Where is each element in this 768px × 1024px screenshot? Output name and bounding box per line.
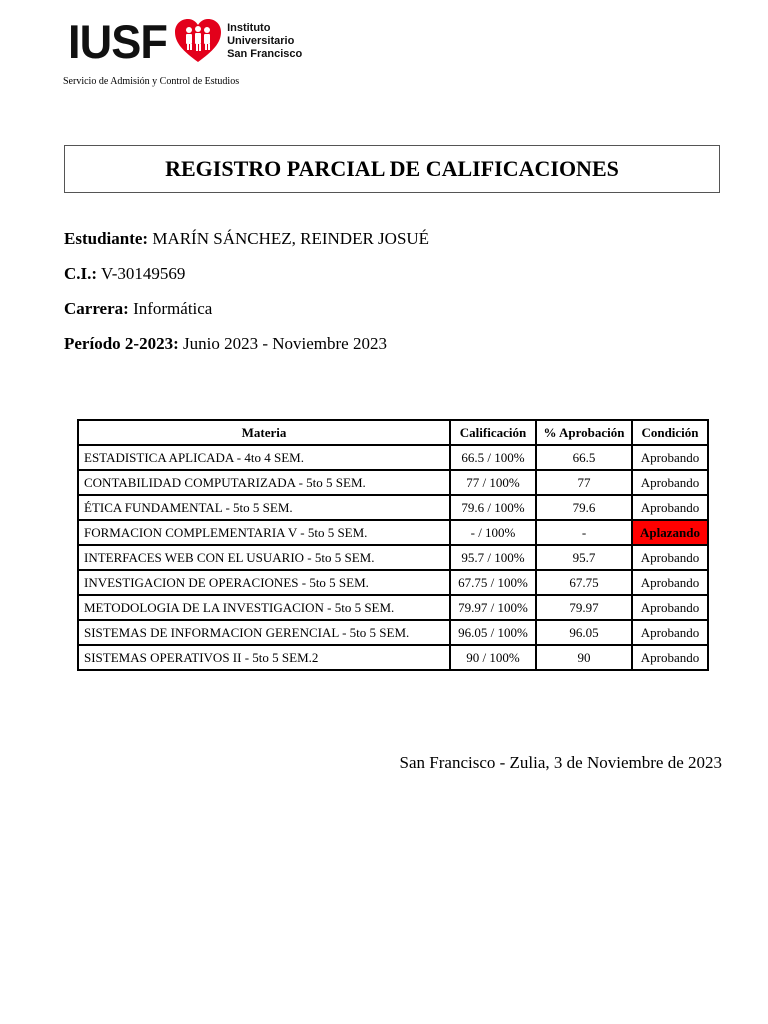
- heart-with-children-icon: [173, 16, 223, 66]
- student-ci-line: [64, 264, 185, 284]
- service-name: Servicio de Admisión y Control de Estudios: [63, 76, 240, 87]
- cell-condicion: Aprobando: [632, 570, 708, 595]
- cell-condicion: Aprobando: [632, 620, 708, 645]
- cell-aprobacion: 79.6: [536, 495, 632, 520]
- table-row: [78, 620, 708, 645]
- cell-calificacion: 96.05 / 100%: [450, 620, 536, 645]
- cell-condicion: Aprobando: [632, 645, 708, 670]
- table-row: [78, 470, 708, 495]
- student-ci: V-30149569: [101, 264, 186, 283]
- column-header-aprobacion: % Aprobación: [536, 420, 632, 445]
- cell-condicion: Aprobando: [632, 495, 708, 520]
- cell-aprobacion: -: [536, 520, 632, 545]
- logo-text-line: Instituto: [227, 21, 271, 34]
- column-header-condicion: Condición: [632, 420, 708, 445]
- grades-table: [77, 419, 709, 671]
- logo-text: [227, 22, 302, 61]
- cell-calificacion: 66.5 / 100%: [450, 445, 536, 470]
- table-row: [78, 570, 708, 595]
- cell-aprobacion: 96.05: [536, 620, 632, 645]
- logo-text-line: San Francisco: [227, 47, 303, 60]
- student-ci-label: C.I.:: [64, 264, 98, 283]
- cell-calificacion: 79.6 / 100%: [450, 495, 536, 520]
- cell-calificacion: 95.7 / 100%: [450, 545, 536, 570]
- table-row: [78, 595, 708, 620]
- table-row: [78, 645, 708, 670]
- cell-materia: SISTEMAS DE INFORMACION GERENCIAL - 5to 5 SEM.: [78, 620, 450, 645]
- institution-logo: [68, 16, 302, 66]
- student-name: MARÍN SÁNCHEZ, REINDER JOSUÉ: [152, 229, 430, 248]
- cell-condicion: Aprobando: [632, 470, 708, 495]
- cell-condicion: Aprobando: [632, 545, 708, 570]
- column-header-materia: Materia: [78, 420, 450, 445]
- document-title: REGISTRO PARCIAL DE CALIFICACIONES: [165, 156, 619, 181]
- student-name-label: Estudiante:: [64, 229, 149, 248]
- cell-calificacion: 77 / 100%: [450, 470, 536, 495]
- table-header-row: [78, 420, 708, 445]
- student-period: Junio 2023 - Noviembre 2023: [182, 334, 387, 353]
- column-header-calificacion: Calificación: [450, 420, 536, 445]
- cell-calificacion: - / 100%: [450, 520, 536, 545]
- cell-calificacion: 67.75 / 100%: [450, 570, 536, 595]
- cell-aprobacion: 90: [536, 645, 632, 670]
- cell-condicion: Aprobando: [632, 445, 708, 470]
- logo-letters: IUSF: [68, 14, 167, 68]
- student-name-line: [64, 229, 429, 249]
- student-career: Informática: [133, 299, 213, 318]
- student-period-line: [64, 334, 387, 354]
- cell-aprobacion: 95.7: [536, 545, 632, 570]
- cell-materia: ESTADISTICA APLICADA - 4to 4 SEM.: [78, 445, 450, 470]
- cell-aprobacion: 66.5: [536, 445, 632, 470]
- place-and-date: San Francisco - Zulia, 3 de Noviembre de 2023: [399, 753, 722, 772]
- cell-materia: SISTEMAS OPERATIVOS II - 5to 5 SEM.2: [78, 645, 450, 670]
- cell-materia: CONTABILIDAD COMPUTARIZADA - 5to 5 SEM.: [78, 470, 450, 495]
- cell-materia: INTERFACES WEB CON EL USUARIO - 5to 5 SEM.: [78, 545, 450, 570]
- student-career-line: [64, 299, 212, 319]
- cell-condicion: Aprobando: [632, 595, 708, 620]
- cell-calificacion: 90 / 100%: [450, 645, 536, 670]
- cell-condicion: Aplazando: [632, 520, 708, 545]
- cell-materia: ÉTICA FUNDAMENTAL - 5to 5 SEM.: [78, 495, 450, 520]
- cell-aprobacion: 79.97: [536, 595, 632, 620]
- title-box: [64, 145, 720, 193]
- student-period-label: Período 2-2023:: [64, 334, 179, 353]
- table-row: [78, 520, 708, 545]
- cell-aprobacion: 77: [536, 470, 632, 495]
- table-row: [78, 545, 708, 570]
- cell-materia: FORMACION COMPLEMENTARIA V - 5to 5 SEM.: [78, 520, 450, 545]
- student-career-label: Carrera:: [64, 299, 129, 318]
- grades-table-body: [78, 445, 708, 670]
- table-row: [78, 495, 708, 520]
- logo-text-line: Universitario: [227, 34, 295, 47]
- cell-materia: INVESTIGACION DE OPERACIONES - 5to 5 SEM.: [78, 570, 450, 595]
- cell-aprobacion: 67.75: [536, 570, 632, 595]
- table-row: [78, 445, 708, 470]
- cell-calificacion: 79.97 / 100%: [450, 595, 536, 620]
- cell-materia: METODOLOGIA DE LA INVESTIGACION - 5to 5 SEM.: [78, 595, 450, 620]
